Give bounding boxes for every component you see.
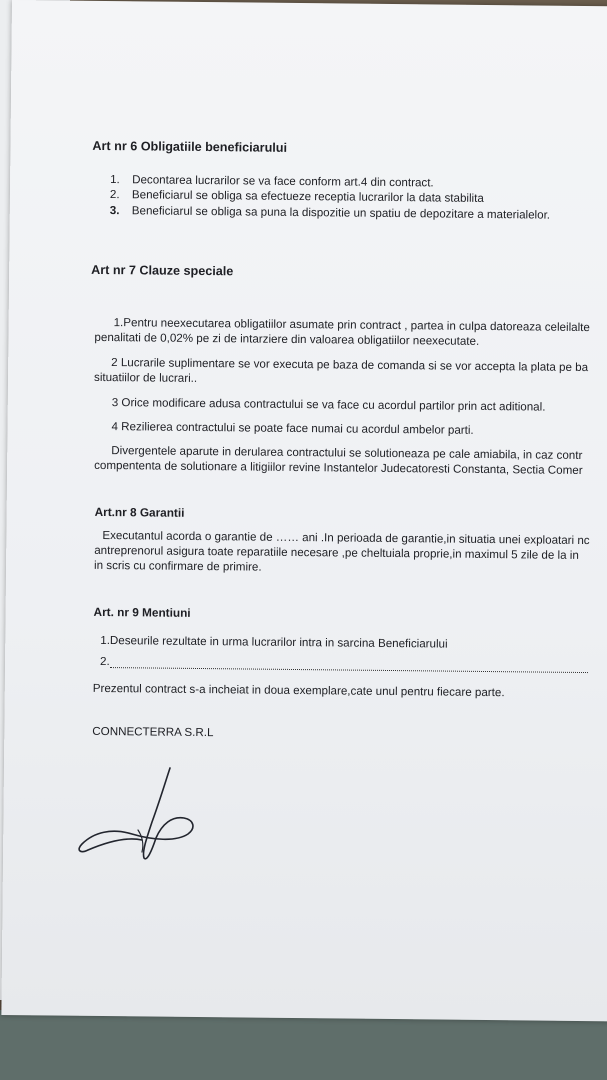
art7-p2-line1: 2 Lucrarile suplimentare se vor executa pe baza de comanda si se vor accepta la plata pe ba — [111, 356, 589, 375]
art9-item-2-blank — [110, 667, 588, 673]
art7-p4: 4 Rezilierea contractului se poate face numai cu acordul ambelor parti. — [111, 420, 474, 437]
signatory-company: CONNECTERRA S.R.L — [92, 724, 214, 740]
art6-item-3-num: 3. — [109, 204, 120, 218]
art6-item-3: Beneficiarul se obliga sa puna la dispozitie un spatiu de depozitare a materialelor. — [131, 204, 551, 222]
fabric-edge — [0, 1010, 607, 1080]
art9-title: Art. nr 9 Mentiuni — [93, 604, 191, 620]
art7-p3: 3 Orice modificare adusa contractului se va face cu acordul partilor prin act aditional. — [111, 396, 546, 414]
art7-p5-line1: Divergentele aparute in derularea contractului se solutioneaza pe cale amiabila, in caz contr — [111, 444, 583, 462]
art6-item-1-num: 1. — [110, 173, 120, 187]
handwritten-signature — [72, 760, 202, 870]
art8-title: Art.nr 8 Garantii — [94, 504, 185, 520]
art7-p1-line2: penalitati de 0,02% pe zi de intarziere din valoarea obligatiilor neexecutate. — [94, 330, 480, 348]
art7-p5-line2: compententa de solutionare a litigiilor revine Instantelor Judecatoresti Constanta, Sectia Comer — [94, 458, 583, 478]
art7-p1-line1: 1.Pentru neexecutarea obligatiilor asumate prin contract , partea in culpa datoreaza celeilalte — [113, 316, 590, 335]
art8-line1: Executantul acorda o garantie de …… ani .In perioada de garantie,in situatia unei exploatari nc — [102, 528, 590, 548]
art6-item-2-num: 2. — [109, 188, 120, 202]
art8-line3: in scris cu confirmare de primire. — [94, 558, 262, 574]
art9-item-2: 2. — [100, 654, 110, 669]
art9-item-1: 1.Deseurile rezultate in urma lucrarilor intra in sarcina Beneficiarului — [100, 633, 448, 651]
art6-title: Art nr 6 Obligatiile beneficiarului — [92, 138, 288, 155]
art6-item-1: Decontarea lucrarilor se va face conform art.4 din contract. — [132, 173, 434, 190]
art7-title: Art nr 7 Clauze speciale — [91, 262, 234, 279]
art6-item-2: Beneficiarul se obliga sa efectueze receptia lucrarilor la data stabilita — [131, 188, 484, 205]
art7-p2-line2: situatiilor de lucrari.. — [93, 370, 198, 385]
closing-statement: Prezentul contract s-a incheiat in doua exemplare,cate unul pentru fiecare parte. — [92, 681, 505, 700]
art8-line2: antreprenorul asigura toate reparatiile necesare ,pe cheltuiala proprie,in maximul 5 zile de la in — [94, 543, 579, 562]
